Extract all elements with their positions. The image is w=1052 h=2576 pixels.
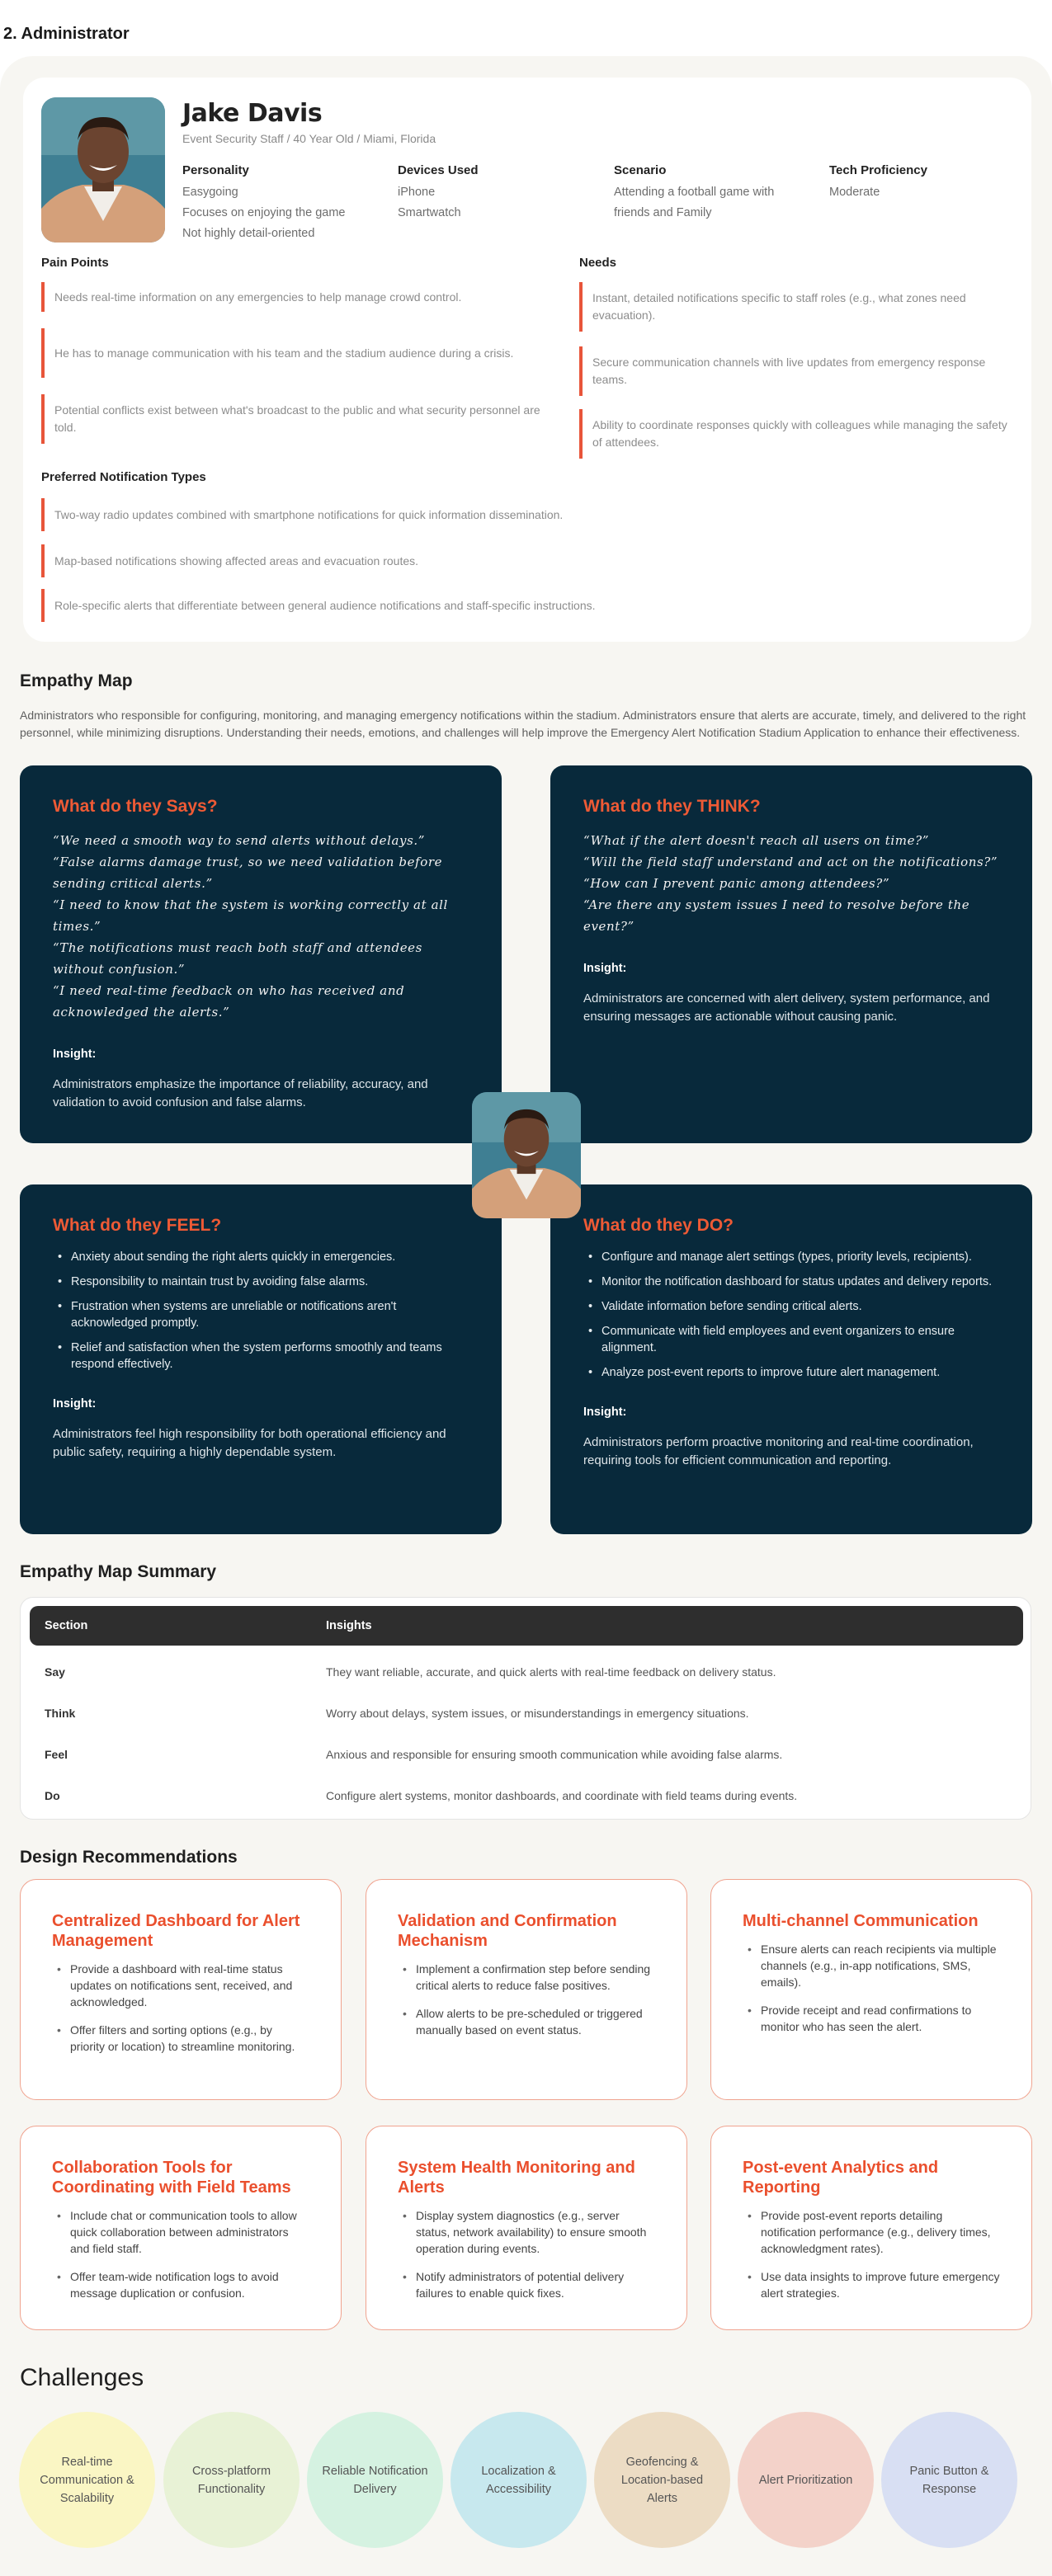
- says-title: What do they Says?: [53, 797, 218, 816]
- says-quote: “We need a smooth way to send alerts without delays.”: [53, 833, 426, 848]
- recommendation-item: • Provide receipt and read confirmations to monitor who has seen the alert.: [743, 2002, 1000, 2035]
- table-row: [30, 1776, 1023, 1817]
- empathy-center-avatar: [472, 1092, 581, 1218]
- empathy-feel-card: [20, 1184, 502, 1534]
- pain-point-item: Needs real-time information on any emergencies to help manage crowd control.: [41, 282, 553, 312]
- challenge-label: Cross-platform Functionality: [191, 2464, 271, 2496]
- recommendation-item: • Offer team-wide notification logs to avoid message duplication or confusion.: [52, 2268, 309, 2301]
- says-quote: “I need real-time feedback on who has received and acknowledged the alerts.”: [53, 983, 405, 1020]
- feel-title: What do they FEEL?: [53, 1216, 222, 1235]
- recommendation-item: • Ensure alerts can reach recipients via multiple channels (e.g., in-app notifications, SMS, emails).: [743, 1941, 1000, 1990]
- think-quote: “Will the field staff understand and act on the notifications?”: [583, 855, 998, 869]
- think-insight-label: Insight:: [583, 962, 627, 975]
- empathy-map-title: Empathy Map: [20, 671, 133, 690]
- need-item: Ability to coordinate responses quickly with colleagues while managing the safety of attendees.: [579, 409, 1008, 459]
- recommendation-list: [398, 1961, 655, 2038]
- table-row: [30, 1735, 1023, 1776]
- recommendation-title: Multi-channel Communication: [743, 1912, 979, 1930]
- recommendation-item: • Implement a confirmation step before sending critical alerts to reduce false positives.: [398, 1961, 655, 1994]
- think-quote: “Are there any system issues I need to resolve before the event?”: [583, 897, 970, 934]
- think-quote: “What if the alert doesn't reach all users on time?”: [583, 833, 930, 848]
- do-insight-label: Insight:: [583, 1406, 627, 1419]
- challenge-circle: [163, 2412, 300, 2548]
- says-insight: Administrators emphasize the importance of reliability, accuracy, and validation to avoid confusion and false alarms.: [53, 1077, 428, 1109]
- pain-points-title: Pain Points: [41, 256, 109, 270]
- recommendation-card: [366, 1879, 687, 2100]
- empathy-says-card: [20, 765, 502, 1143]
- challenge-label: Localization & Accessibility: [481, 2464, 556, 2496]
- attribute-item: Focuses on enjoying the game: [182, 206, 346, 219]
- feel-item: • Relief and satisfaction when the system performs smoothly and teams respond effectively.: [53, 1340, 469, 1373]
- section-heading: 2. Administrator: [3, 25, 130, 43]
- attribute-item: Attending a football game with friends and Family: [614, 186, 775, 219]
- recommendation-item: • Display system diagnostics (e.g., server status, network availability) to ensure smooth operation during events.: [398, 2207, 655, 2257]
- summary-row-section: Think: [45, 1707, 76, 1720]
- need-item: Secure communication channels with live updates from emergency response teams.: [579, 346, 1008, 396]
- need-item: Instant, detailed notifications specific to staff roles (e.g., what zones need evacuation).: [579, 282, 1008, 332]
- feel-item: • Frustration when systems are unreliable or notifications aren't acknowledged promptly.: [53, 1298, 469, 1331]
- do-item: • Analyze post-event reports to improve future alert management.: [583, 1364, 999, 1381]
- recommendation-list: [743, 1941, 1000, 2035]
- summary-col-insights: Insights: [326, 1619, 372, 1632]
- do-insight: Administrators perform proactive monitoring and real-time coordination, requiring tools for efficient communication and reporting.: [583, 1435, 974, 1467]
- recommendation-card: [366, 2126, 687, 2330]
- persona-name: Jake Davis: [182, 99, 323, 128]
- recommendation-item: • Offer filters and sorting options (e.g., by priority or location) to streamline monitoring.: [52, 2022, 309, 2055]
- challenge-circle: [451, 2412, 587, 2548]
- needs-title: Needs: [579, 256, 617, 270]
- challenge-circle: [738, 2412, 874, 2548]
- challenge-circle: [594, 2412, 730, 2548]
- empathy-do-card: [550, 1184, 1032, 1534]
- summary-row-section: Say: [45, 1665, 65, 1679]
- notification-type-item: Role-specific alerts that differentiate between general audience notifications and staff-specific instructions.: [41, 589, 990, 622]
- challenge-circle: [19, 2412, 155, 2548]
- empathy-think-card: [550, 765, 1032, 1143]
- attribute-item: Moderate: [829, 186, 880, 199]
- recommendation-list: [52, 1961, 309, 2055]
- challenge-circle: [307, 2412, 443, 2548]
- recommendation-title: Validation and Confirmation Mechanism: [398, 1912, 617, 1950]
- do-item: • Monitor the notification dashboard for status updates and delivery reports.: [583, 1274, 999, 1290]
- attribute-title: Tech Proficiency: [829, 163, 927, 177]
- attribute-item: Easygoing: [182, 186, 238, 199]
- summary-row-insight: Anxious and responsible for ensuring smooth communication while avoiding false alarms.: [326, 1748, 783, 1761]
- summary-table: [20, 1597, 1031, 1820]
- summary-col-section: Section: [45, 1619, 88, 1632]
- pain-point-item: Potential conflicts exist between what's broadcast to the public and what security personnel are told.: [41, 394, 553, 444]
- recommendation-list: [52, 2207, 309, 2301]
- recommendation-title: System Health Monitoring and Alerts: [398, 2159, 635, 2197]
- recommendation-item: • Provide post-event reports detailing notification performance (e.g., delivery times, acknowledgment rates).: [743, 2207, 1000, 2257]
- pain-point-item: He has to manage communication with his team and the stadium audience during a crisis.: [41, 328, 553, 378]
- attribute-item: Not highly detail-oriented: [182, 227, 315, 240]
- do-title: What do they DO?: [583, 1216, 734, 1235]
- says-quote: “I need to know that the system is working correctly at all times.”: [53, 897, 448, 934]
- recommendation-title: Post-event Analytics and Reporting: [743, 2159, 939, 2197]
- do-item: • Configure and manage alert settings (types, priority levels, recipients).: [583, 1249, 999, 1265]
- attribute-personality: [182, 163, 389, 244]
- persona-subtitle: Event Security Staff / 40 Year Old / Miami, Florida: [182, 132, 436, 145]
- empathy-map-description: Administrators who responsible for configuring, monitoring, and managing emergency notifications within the stadium. Administrators ensure that alerts are accurate, timely, and delivered to the right personnel, while minimizing disruptions. Understanding their needs, emotions, and challenges will help improve the Emergency Alert Notification Stadium Application to enhance their effectiveness.: [20, 709, 1026, 739]
- recommendation-card: [710, 2126, 1032, 2330]
- think-title: What do they THINK?: [583, 797, 761, 816]
- attribute-item: iPhone: [398, 186, 436, 199]
- challenge-label: Alert Prioritization: [758, 2473, 853, 2487]
- think-quote: “How can I prevent panic among attendees?”: [583, 876, 890, 891]
- feel-insight: Administrators feel high responsibility for both operational efficiency and public safety, requiring a highly dependable system.: [53, 1427, 446, 1459]
- says-quote: “False alarms damage trust, so we need validation before sending critical alerts.”: [53, 855, 443, 891]
- persona-card: [23, 78, 1031, 642]
- attribute-title: Scenario: [614, 163, 667, 177]
- notification-type-item: Two-way radio updates combined with smartphone notifications for quick information dissemination.: [41, 498, 990, 531]
- recommendation-card: [20, 1879, 342, 2100]
- recommendation-item: • Include chat or communication tools to allow quick collaboration between administrators and field staff.: [52, 2207, 309, 2257]
- notification-type-item: Map-based notifications showing affected areas and evacuation routes.: [41, 544, 990, 577]
- do-item: • Validate information before sending critical alerts.: [583, 1298, 999, 1315]
- notification-types-title: Preferred Notification Types: [41, 470, 206, 484]
- summary-row-insight: They want reliable, accurate, and quick alerts with real-time feedback on delivery status.: [326, 1665, 776, 1679]
- recommendation-item: • Provide a dashboard with real-time status updates on notifications sent, received, and acknowledged.: [52, 1961, 309, 2010]
- recommendation-item: • Notify administrators of potential delivery failures to enable quick fixes.: [398, 2268, 655, 2301]
- summary-row-insight: Worry about delays, system issues, or misunderstandings in emergency situations.: [326, 1707, 749, 1720]
- challenge-circle: [881, 2412, 1017, 2548]
- challenge-label: Real-time Communication & Scalability: [40, 2455, 134, 2505]
- summary-row-section: Feel: [45, 1748, 68, 1761]
- persona-avatar: [41, 97, 165, 243]
- attribute-item: Smartwatch: [398, 206, 461, 219]
- summary-title: Empathy Map Summary: [20, 1562, 217, 1581]
- recommendation-title: Collaboration Tools for Coordinating with Field Teams: [52, 2159, 291, 2197]
- summary-row-section: Do: [45, 1789, 60, 1802]
- table-row: [30, 1652, 1023, 1693]
- feel-insight-label: Insight:: [53, 1397, 97, 1410]
- table-row: [30, 1693, 1023, 1735]
- think-insight: Administrators are concerned with alert delivery, system performance, and ensuring messages are actionable without causing panic.: [583, 991, 990, 1024]
- attribute-scenario: [614, 163, 812, 224]
- recommendation-list: [398, 2207, 655, 2301]
- says-insight-label: Insight:: [53, 1048, 97, 1061]
- recommendation-list: [743, 2207, 1000, 2301]
- attribute-title: Devices Used: [398, 163, 479, 177]
- do-list: [583, 1249, 999, 1381]
- recommendation-item: • Allow alerts to be pre-scheduled or triggered manually based on event status.: [398, 2005, 655, 2038]
- summary-table-header: [30, 1606, 1023, 1646]
- challenge-label: Panic Button & Response: [909, 2464, 989, 2496]
- recommendations-title: Design Recommendations: [20, 1848, 238, 1867]
- feel-list: [53, 1249, 469, 1373]
- attribute-title: Personality: [182, 163, 249, 177]
- recommendation-card: [710, 1879, 1032, 2100]
- recommendation-card: [20, 2126, 342, 2330]
- summary-row-insight: Configure alert systems, monitor dashboards, and coordinate with field teams during events.: [326, 1789, 798, 1802]
- challenge-label: Reliable Notification Delivery: [322, 2464, 428, 2496]
- recommendation-item: • Use data insights to improve future emergency alert strategies.: [743, 2268, 1000, 2301]
- do-item: • Communicate with field employees and event organizers to ensure alignment.: [583, 1323, 999, 1356]
- recommendation-title: Centralized Dashboard for Alert Management: [52, 1912, 300, 1950]
- challenge-label: Geofencing & Location-based Alerts: [620, 2455, 704, 2505]
- says-quote: “The notifications must reach both staff and attendees without confusion.”: [53, 940, 422, 977]
- challenges-title: Challenges: [20, 2364, 144, 2391]
- attribute-devices: [398, 163, 604, 224]
- feel-item: • Anxiety about sending the right alerts quickly in emergencies.: [53, 1249, 469, 1265]
- attribute-tech-proficiency: [829, 163, 1011, 203]
- feel-item: • Responsibility to maintain trust by avoiding false alarms.: [53, 1274, 469, 1290]
